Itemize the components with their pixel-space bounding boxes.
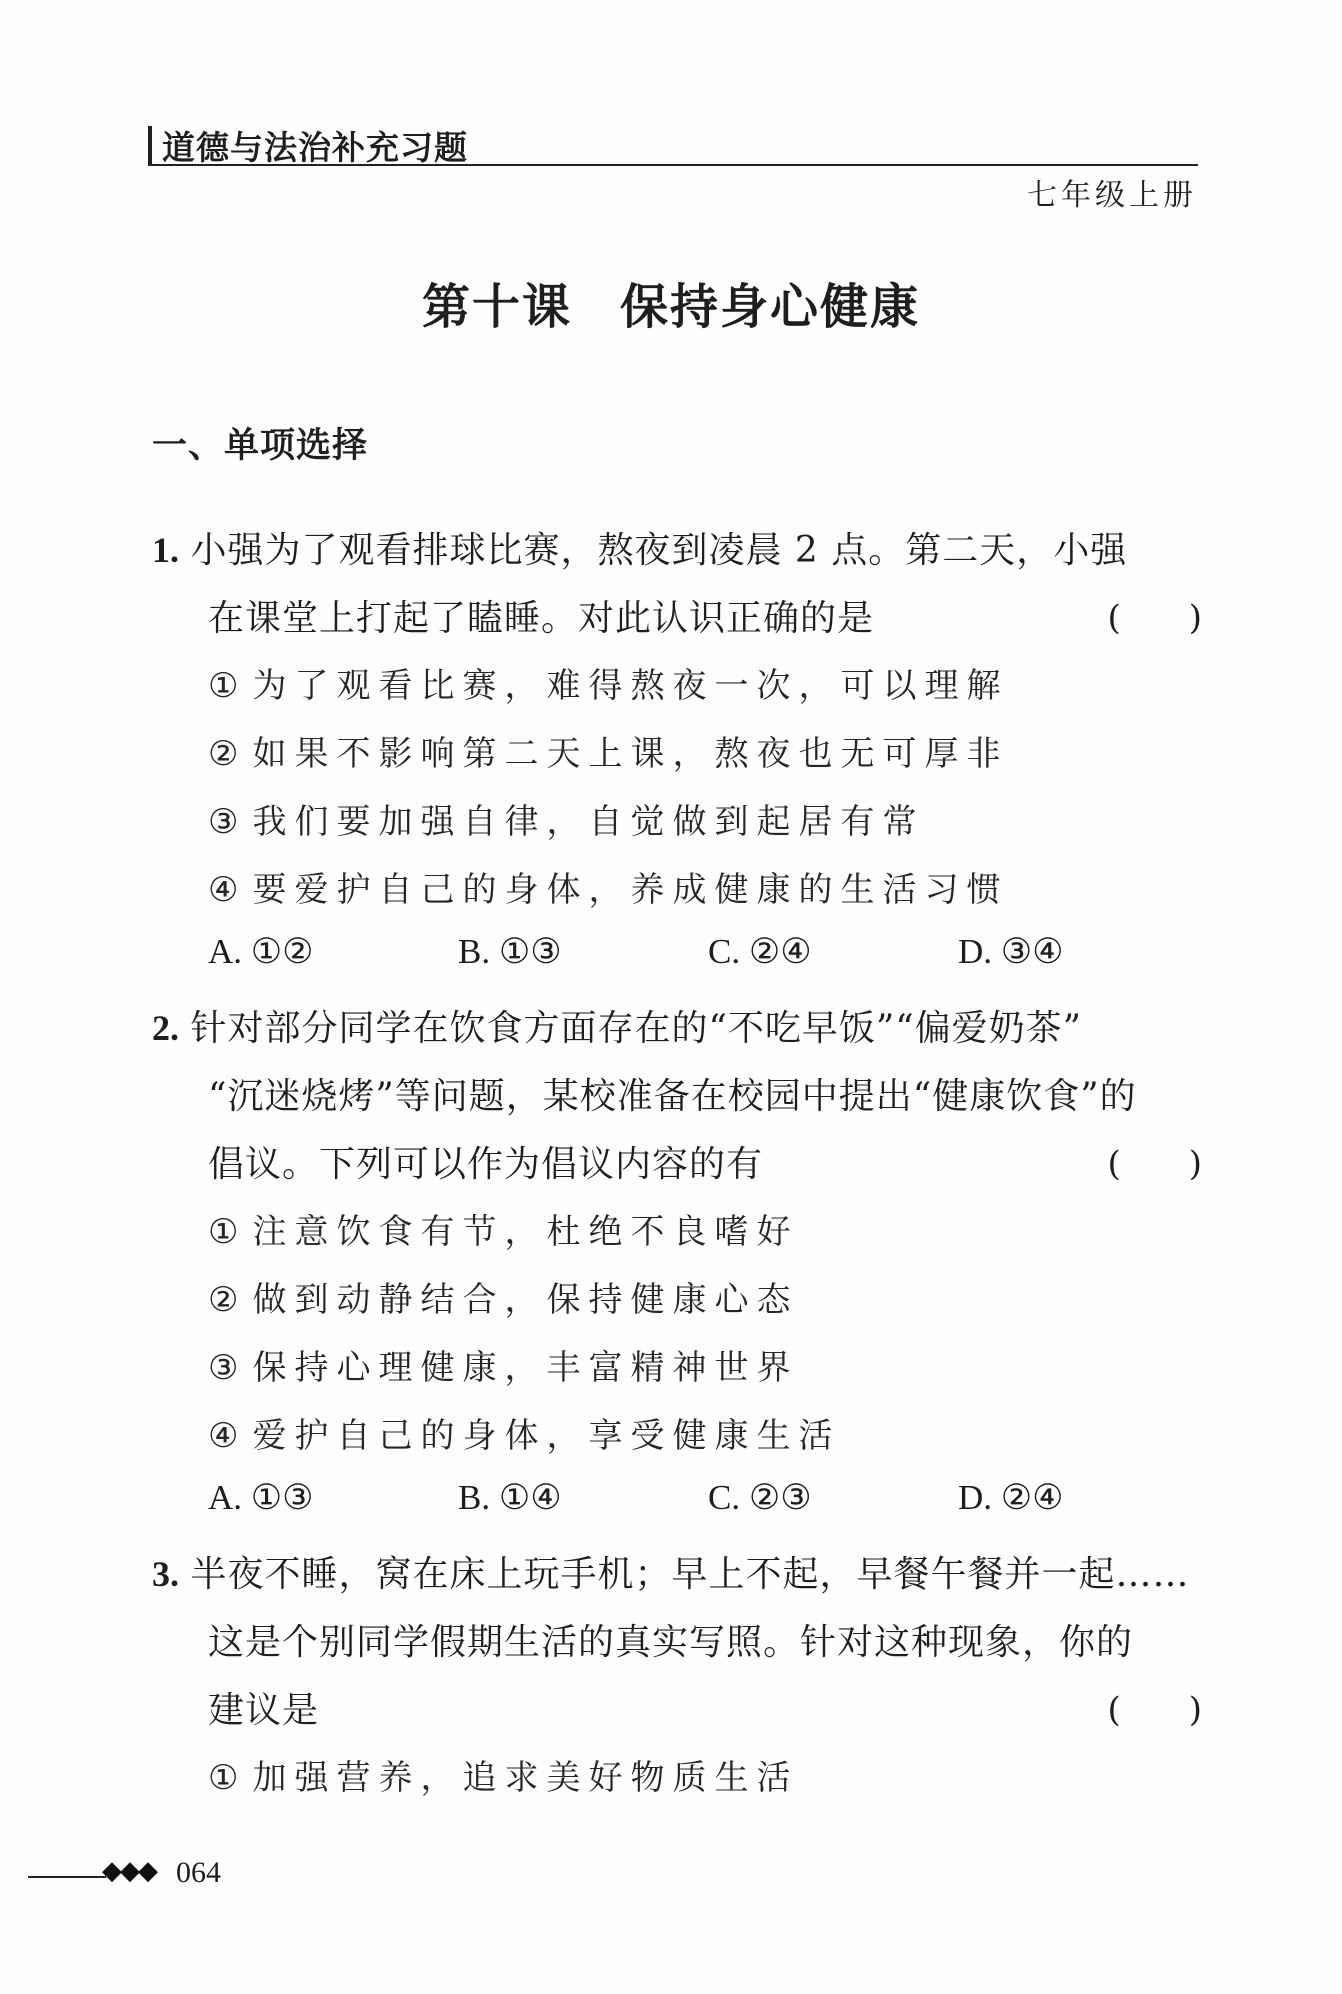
question-stem-line: 针对部分同学在饮食方面存在的“不吃早饭”“偏爱奶茶”	[190, 1008, 1083, 1049]
question-stem-line: 半夜不睡，窝在床上玩手机；早上不起，早餐午餐并一起……	[190, 1554, 1190, 1595]
option-mark: ③	[208, 1348, 253, 1388]
choice-d: D. ②④	[958, 1478, 1064, 1517]
option-mark: ③	[208, 802, 253, 842]
option-text: 爱护自己的身体，享受健康生活	[252, 1416, 841, 1456]
option-text: 我们要加强自律，自觉做到起居有常	[252, 802, 925, 842]
option-text: 注意饮食有节，杜绝不良嗜好	[252, 1212, 799, 1252]
option-mark: ①	[208, 1758, 253, 1798]
section-title: 一、单项选择	[152, 426, 369, 466]
option-mark: ①	[208, 1212, 253, 1252]
header-vertical-rule	[148, 126, 152, 164]
choice-b: B. ①③	[458, 932, 562, 971]
option-text: 保持心理健康，丰富精神世界	[252, 1348, 799, 1388]
question-stem-line: 小强为了观看排球比赛，熬夜到凌晨 2 点。第二天，小强	[190, 530, 1128, 571]
option-mark: ④	[208, 870, 253, 910]
option-mark: ①	[208, 666, 253, 706]
answer-blank: ( )	[1107, 1690, 1202, 1730]
answer-blank: ( )	[1107, 1144, 1202, 1184]
option-text: 做到动静结合，保持健康心态	[252, 1280, 799, 1320]
option-text: 为了观看比赛，难得熬夜一次，可以理解	[252, 666, 1009, 706]
running-header	[148, 122, 1198, 166]
footer-rule	[28, 1876, 106, 1878]
option-mark: ②	[208, 734, 253, 774]
choice-a: A. ①②	[208, 932, 314, 971]
option-mark: ④	[208, 1416, 253, 1456]
grade-label: 七年级上册	[1027, 178, 1197, 213]
question-stem-line: 建议是	[208, 1690, 320, 1731]
option-text: 加强营养，追求美好物质生活	[252, 1758, 799, 1798]
lesson-number: 第十课	[421, 279, 572, 335]
question-stem-line: 倡议。下列可以作为倡议内容的有	[208, 1144, 764, 1185]
option-mark: ②	[208, 1280, 253, 1320]
question-stem-line: 这是个别同学假期生活的真实写照。针对这种现象，你的	[208, 1622, 1134, 1663]
question-stem-line: “沉迷烧烤”等问题，某校准备在校园中提出“健康饮食”的	[208, 1076, 1137, 1117]
answer-blank: ( )	[1107, 598, 1202, 638]
option-text: 如果不影响第二天上课，熬夜也无可厚非	[252, 734, 1009, 774]
choice-d: D. ③④	[958, 932, 1064, 971]
question-number: 1.	[152, 530, 179, 570]
page-number: 064	[176, 1856, 221, 1889]
question-stem-line: 在课堂上打起了瞌睡。对此认识正确的是	[208, 598, 875, 639]
option-text: 要爱护自己的身体，养成健康的生活习惯	[252, 870, 1009, 910]
lesson-title: 保持身心健康	[620, 279, 921, 335]
question-number: 2.	[152, 1008, 179, 1048]
question-number: 3.	[152, 1554, 179, 1594]
diamond-ornament-icon: ◆◆◆	[102, 1856, 156, 1886]
lesson-heading	[0, 268, 1342, 337]
choice-c: C. ②④	[708, 932, 812, 971]
choice-a: A. ①③	[208, 1478, 314, 1517]
choice-c: C. ②③	[708, 1478, 812, 1517]
book-title: 道德与法治补充习题	[162, 128, 468, 167]
choice-b: B. ①④	[458, 1478, 562, 1517]
